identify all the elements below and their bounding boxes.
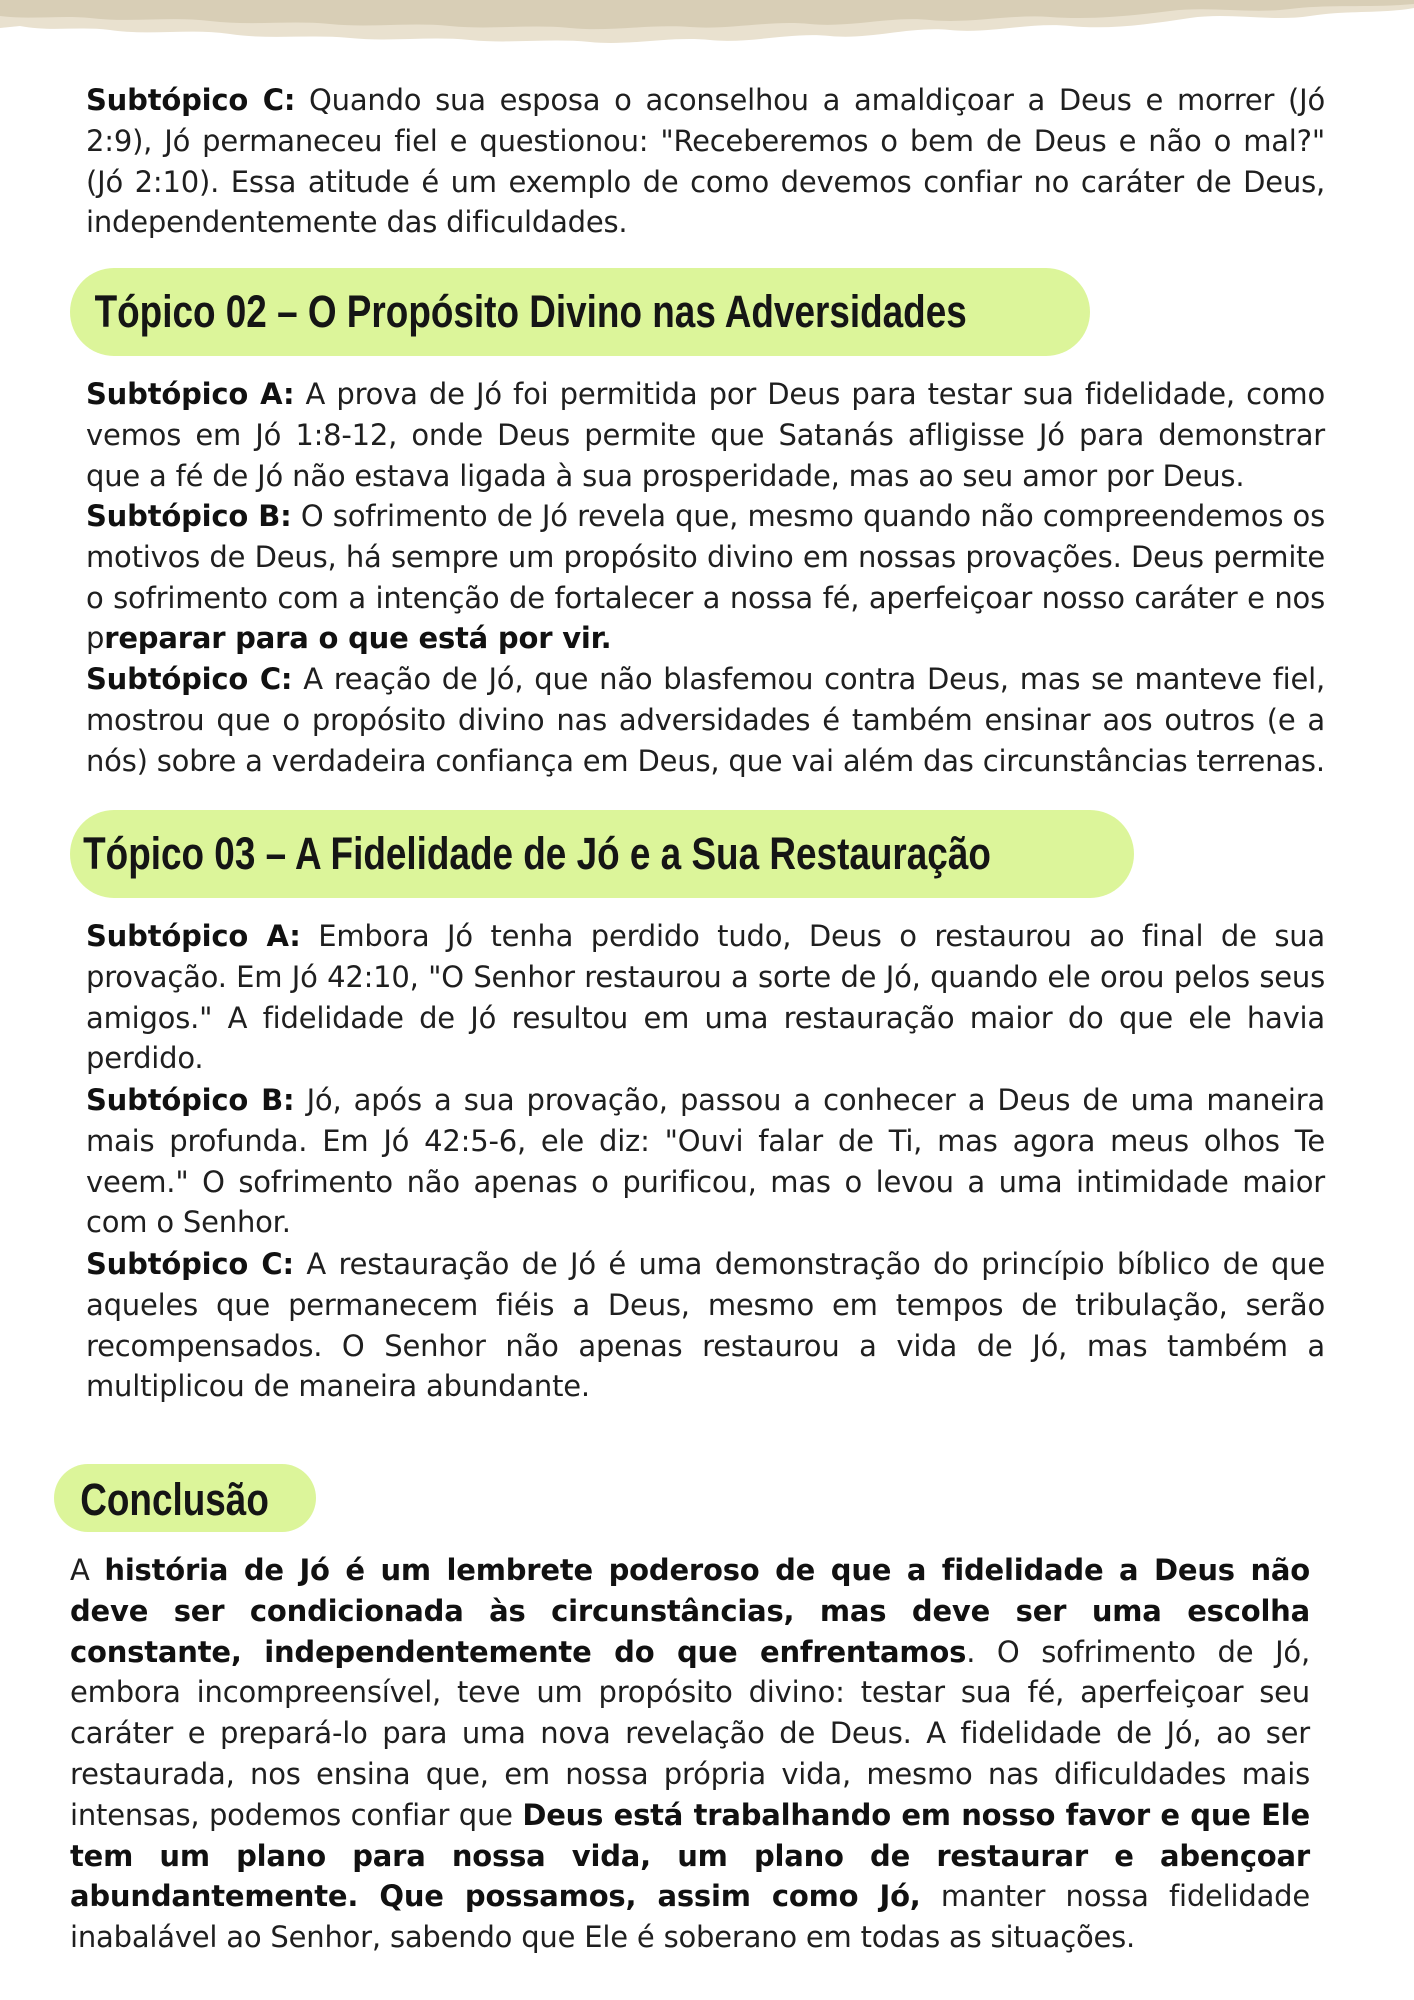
conclusao-bold-text: história de Jó é um lembrete poderoso de que a fidelidade a Deus não deve ser condicionada às circunstâncias, mas deve ser uma escolha constante, independentemente do que enfrentamos <box>70 1553 1310 1669</box>
conclusao-paragraph <box>70 1550 1310 1958</box>
subtopico-label: Subtópico A: <box>86 919 301 953</box>
subtopico-label: Subtópico A: <box>86 377 295 411</box>
subtopico-bold-ending: reparar para o que está por vir. <box>104 621 612 656</box>
conclusao-text: A <box>70 1553 105 1587</box>
topico03-subtopico-b <box>86 1080 1325 1243</box>
topico03-subtopico-c <box>86 1244 1325 1407</box>
subtopico-label: Subtópico C: <box>86 1247 294 1281</box>
topico03-title: Tópico 03 – A Fidelidade de Jó e a Sua Restauração <box>83 828 991 879</box>
subtopico-text: O sofrimento de Jó revela que, mesmo quando não compreendemos os motivos de Deus, há sempre um propósito divino em nossas provações. Deus permite o sofrimento com a intenção de fortalecer a nossa fé, aperfeiçoar nosso caráter e nos p <box>86 499 1325 656</box>
subtopico-text: A prova de Jó foi permitida por Deus para testar sua fidelidade, como vemos em Jó 1:8-12, onde Deus permite que Satanás afligisse Jó para demonstrar que a fé de Jó não estava ligada à sua prosperidade, mas ao seu amor por Deus. <box>86 377 1325 493</box>
torn-paper-decoration <box>0 0 1414 46</box>
topico02-subtopico-b <box>86 496 1325 659</box>
conclusao-text: . O sofrimento de Jó, embora incompreensível, teve um propósito divino: testar sua fé, aperfeiçoar seu caráter e prepará-lo para uma nova revelação de Deus. A fidelidade de Jó, ao ser restaurada, nos ensina que, em nossa própria vida, mesmo nas dificuldades mais intensas, podemos confiar que <box>70 1634 1310 1832</box>
topico02-title: Tópico 02 – O Propósito Divino nas Adversidades <box>94 286 967 337</box>
conclusao-title: Conclusão <box>80 1474 269 1525</box>
conclusao-heading-pill <box>54 1464 316 1532</box>
subtopico-text: Quando sua esposa o aconselhou a amaldiçoar a Deus e morrer (Jó 2:9), Jó permaneceu fiel e questionou: "Receberemos o bem de Deus e não o mal?" (Jó 2:10). Essa atitude é um exemplo de como devemos confiar no caráter de Deus, independentemente das dificuldades. <box>86 83 1326 240</box>
topico02-subtopico-a <box>86 374 1325 496</box>
topico01-subtopico-c <box>86 80 1325 243</box>
subtopico-label: Subtópico B: <box>86 499 292 533</box>
subtopico-text: Jó, após a sua provação, passou a conhecer a Deus de uma maneira mais profunda. Em Jó 42:5-6, ele diz: "Ouvi falar de Ti, mas agora meus olhos Te veem." O sofrimento não apenas o purificou, mas o levou a uma intimidade maior com o Senhor. <box>86 1083 1325 1240</box>
topico03-subtopico-a <box>86 916 1325 1079</box>
topico02-heading-pill <box>70 268 1090 356</box>
topico02-subtopico-c <box>86 659 1325 781</box>
subtopico-text: Embora Jó tenha perdido tudo, Deus o restaurou ao final de sua provação. Em Jó 42:10, "O Senhor restaurou a sorte de Jó, quando ele orou pelos seus amigos." A fidelidade de Jó resultou em uma restauração maior do que ele havia perdido. <box>86 919 1325 1076</box>
subtopico-text: A restauração de Jó é uma demonstração do princípio bíblico de que aqueles que permanecem fiéis a Deus, mesmo em tempos de tribulação, serão recompensados. O Senhor não apenas restaurou a vida de Jó, mas também a multiplicou de maneira abundante. <box>86 1247 1325 1404</box>
subtopico-text: A reação de Jó, que não blasfemou contra Deus, mas se manteve fiel, mostrou que o propósito divino nas adversidades é também ensinar aos outros (e a nós) sobre a verdadeira confiança em Deus, que vai além das circunstâncias terrenas. <box>86 662 1325 778</box>
topico03-heading-pill <box>70 810 1134 898</box>
subtopico-label: Subtópico B: <box>86 1083 295 1117</box>
subtopico-label: Subtópico C: <box>86 662 293 696</box>
conclusao-bold-text: Deus está trabalhando em nosso favor e que Ele tem um plano para nossa vida, um plano de restaurar e abençoar abundantemente. Que possamos, assim como Jó, <box>70 1797 1310 1914</box>
conclusao-text: manter nossa fidelidade inabalável ao Senhor, sabendo que Ele é soberano em todas as situações. <box>70 1879 1311 1955</box>
subtopico-label: Subtópico C: <box>86 83 296 117</box>
